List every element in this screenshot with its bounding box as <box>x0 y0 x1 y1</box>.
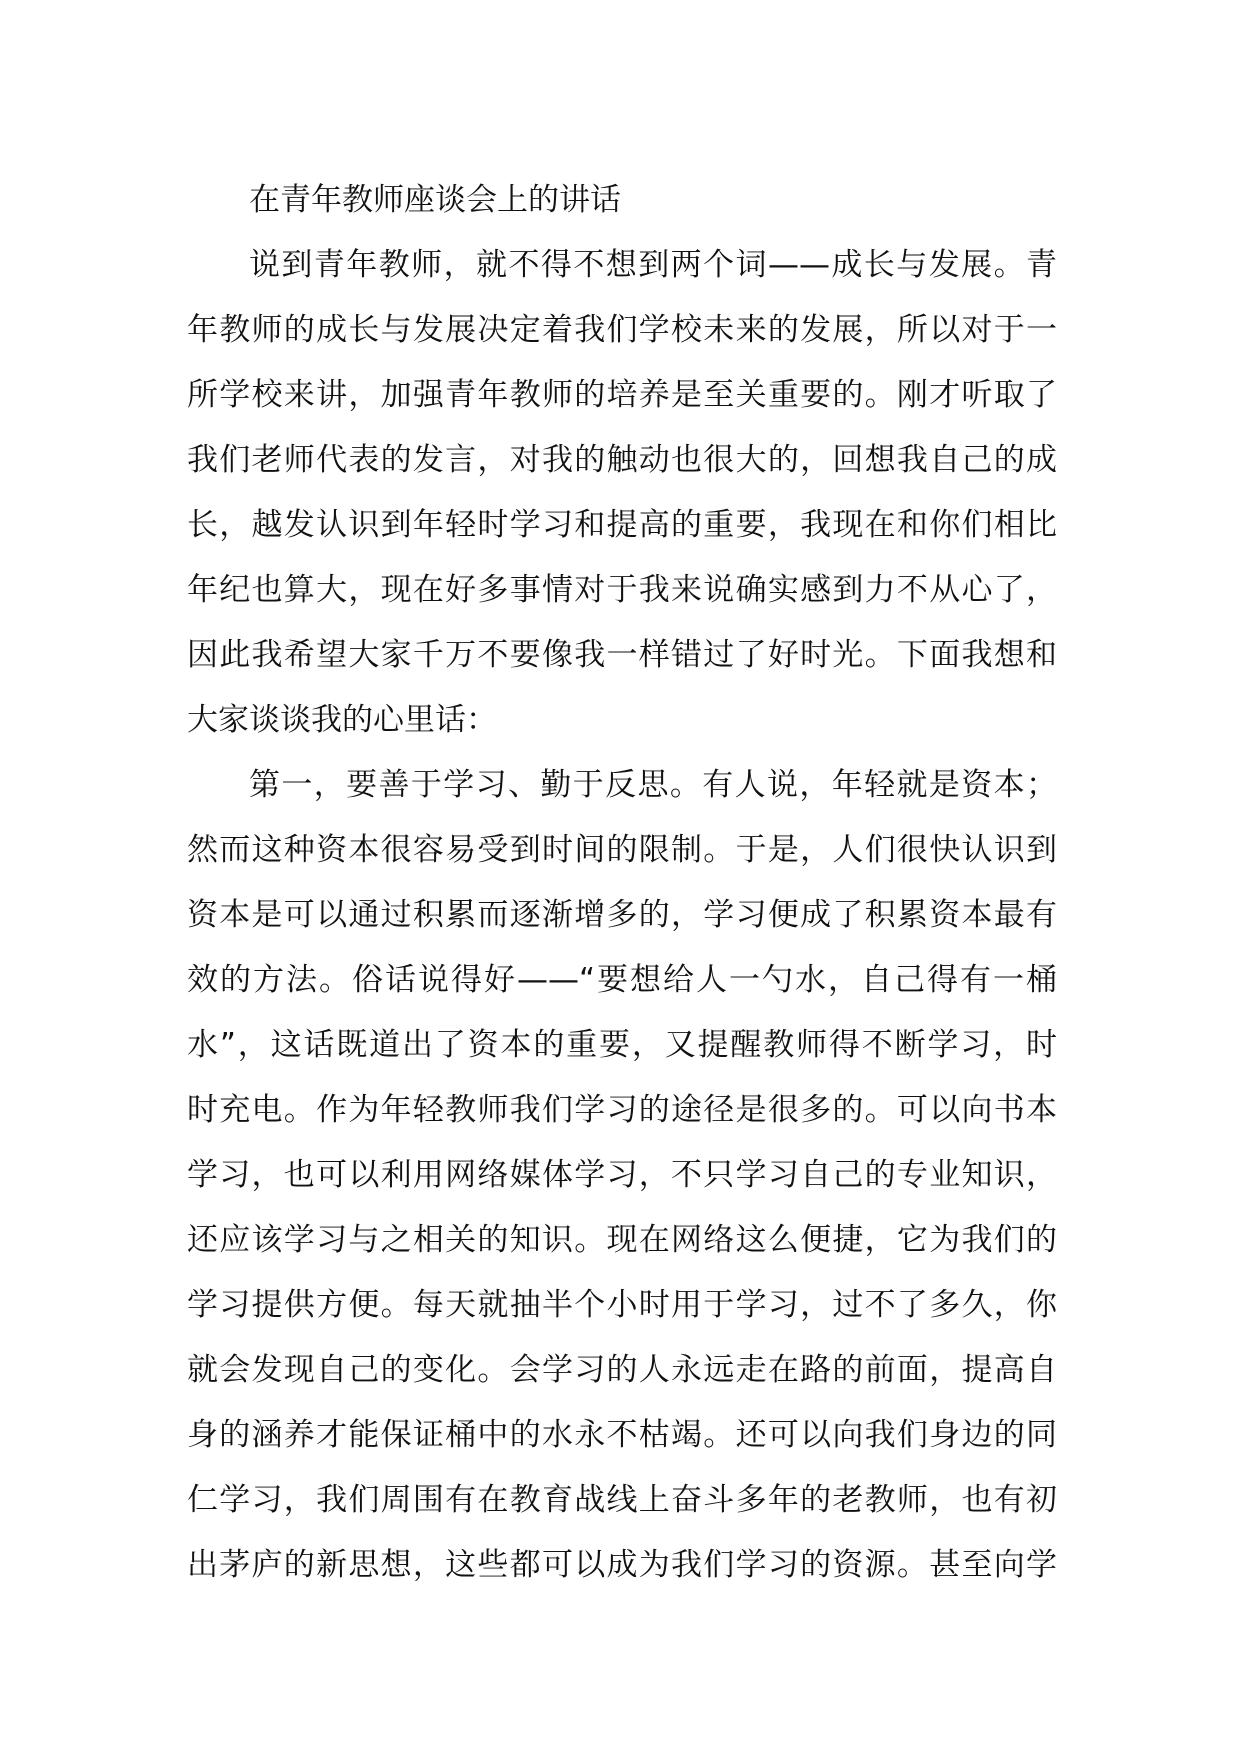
document-title: 在青年教师座谈会上的讲话 <box>249 182 621 218</box>
text-line: 说到青年教师，就不得不想到两个词——成长与发展。青 <box>249 247 1057 283</box>
text-line: 因此我希望大家千万不要像我一样错过了好时光。下面我想和 <box>187 637 1057 673</box>
text-line: 我们老师代表的发言，对我的触动也很大的，回想我自己的成 <box>187 442 1057 478</box>
text-line: 然而这种资本很容易受到时间的限制。于是，人们很快认识到 <box>187 832 1057 868</box>
text-line: 身的涵养才能保证桶中的水永不枯竭。还可以向我们身边的同 <box>187 1417 1057 1453</box>
text-line: 年纪也算大，现在好多事情对于我来说确实感到力不从心了， <box>187 572 1057 608</box>
text-line: 水”，这话既道出了资本的重要，又提醒教师得不断学习，时 <box>187 1027 1057 1063</box>
text-line: 年教师的成长与发展决定着我们学校未来的发展，所以对于一 <box>187 312 1057 348</box>
text-line: 第一，要善于学习、勤于反思。有人说，年轻就是资本； <box>249 767 1057 803</box>
text-line: 资本是可以通过积累而逐渐增多的，学习便成了积累资本最有 <box>187 897 1057 933</box>
text-line: 效的方法。俗话说得好——“要想给人一勺水，自己得有一桶 <box>187 962 1057 998</box>
text-line: 学习提供方便。每天就抽半个小时用于学习，过不了多久，你 <box>187 1287 1057 1323</box>
text-line: 时充电。作为年轻教师我们学习的途径是很多的。可以向书本 <box>187 1092 1057 1128</box>
text-line: 长，越发认识到年轻时学习和提高的重要，我现在和你们相比 <box>187 507 1057 543</box>
text-line: 大家谈谈我的心里话： <box>187 702 497 738</box>
document-body <box>187 168 1057 1598</box>
text-line: 所学校来讲，加强青年教师的培养是至关重要的。刚才听取了 <box>187 377 1057 413</box>
text-line: 仁学习，我们周围有在教育战线上奋斗多年的老教师，也有初 <box>187 1482 1057 1518</box>
text-line: 出茅庐的新思想，这些都可以成为我们学习的资源。甚至向学 <box>187 1547 1057 1583</box>
text-line: 学习，也可以利用网络媒体学习，不只学习自己的专业知识， <box>187 1157 1057 1193</box>
text-line: 就会发现自己的变化。会学习的人永远走在路的前面，提高自 <box>187 1352 1057 1388</box>
text-line: 还应该学习与之相关的知识。现在网络这么便捷，它为我们的 <box>187 1222 1057 1258</box>
